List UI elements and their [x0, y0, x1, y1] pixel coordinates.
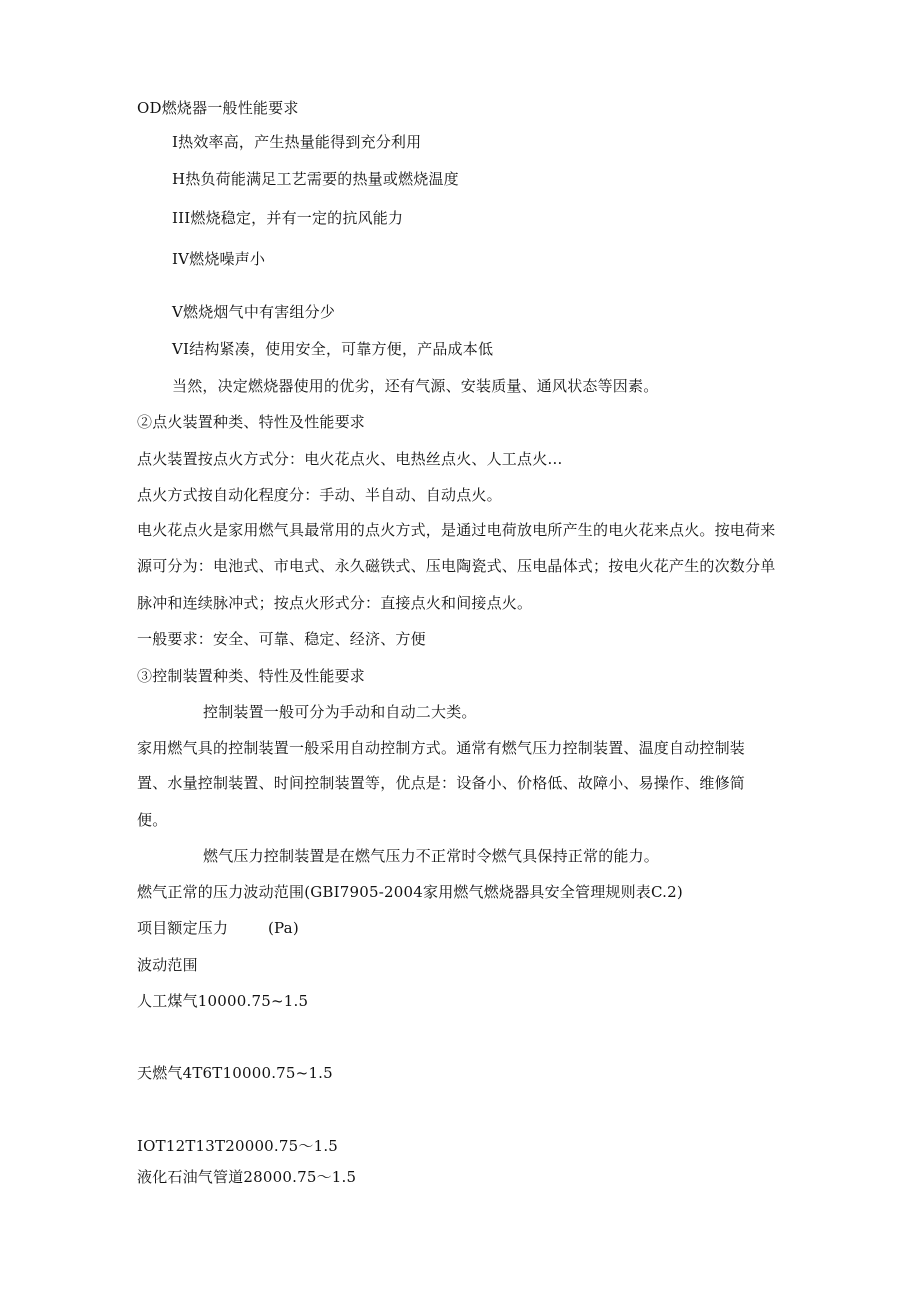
list-item: VI结构紧凑，使用安全，可靠方便，产品成本低: [172, 340, 494, 358]
table-caption: 燃气正常的压力波动范围(GBI7905-2004家用燃气燃烧器具安全管理规则表C.2): [137, 883, 683, 901]
list-item: IV燃烧噪声小: [172, 250, 266, 268]
paragraph: 点火方式按自动化程度分：手动、半自动、自动点火。: [137, 486, 502, 504]
table-header: 波动范围: [137, 956, 198, 974]
paragraph: 源可分为：电池式、市电式、永久磁铁式、压电陶瓷式、压电晶体式；按电火花产生的次数分单: [137, 557, 776, 575]
list-item: III燃烧稳定，并有一定的抗风能力: [172, 209, 404, 227]
paragraph: 一般要求：安全、可靠、稳定、经济、方便: [137, 630, 426, 648]
table-row: 液化石油气管道28000.75～1.5: [137, 1168, 357, 1186]
list-item: H热负荷能满足工艺需要的热量或燃烧温度: [172, 170, 459, 188]
table-header-unit: (Pa): [268, 919, 299, 937]
table-header: 项目额定压力: [137, 919, 229, 937]
paragraph: 电火花点火是家用燃气具最常用的点火方式，是通过电荷放电所产生的电火花来点火。按电荷来: [137, 521, 776, 539]
paragraph: 当然，决定燃烧器使用的优劣，还有气源、安装质量、通风状态等因素。: [172, 377, 659, 395]
section-heading-control: ③控制装置种类、特性及性能要求: [137, 667, 366, 685]
table-row: IOT12T13T20000.75～1.5: [137, 1137, 339, 1155]
table-row: 天燃气4T6T10000.75~1.5: [137, 1064, 333, 1082]
paragraph: 燃气压力控制装置是在燃气压力不正常时令燃气具保持正常的能力。: [203, 847, 660, 865]
paragraph: 便。: [137, 811, 168, 829]
paragraph: 点火装置按点火方式分：电火花点火、电热丝点火、人工点火…: [137, 450, 563, 468]
section-heading-burner: OD燃烧器一般性能要求: [137, 99, 299, 117]
list-item: V燃烧烟气中有害组分少: [172, 303, 336, 321]
paragraph: 脉冲和连续脉冲式；按点火形式分：直接点火和间接点火。: [137, 594, 533, 612]
section-heading-ignition: ②点火装置种类、特性及性能要求: [137, 413, 366, 431]
paragraph: 置、水量控制装置、时间控制装置等，优点是：设备小、价格低、故障小、易操作、维修简: [137, 774, 746, 792]
paragraph: 控制装置一般可分为手动和自动二大类。: [203, 703, 477, 721]
table-row: 人工煤气10000.75~1.5: [137, 992, 309, 1010]
paragraph: 家用燃气具的控制装置一般采用自动控制方式。通常有燃气压力控制装置、温度自动控制装: [137, 739, 746, 757]
list-item: I热效率高，产生热量能得到充分利用: [172, 133, 422, 151]
